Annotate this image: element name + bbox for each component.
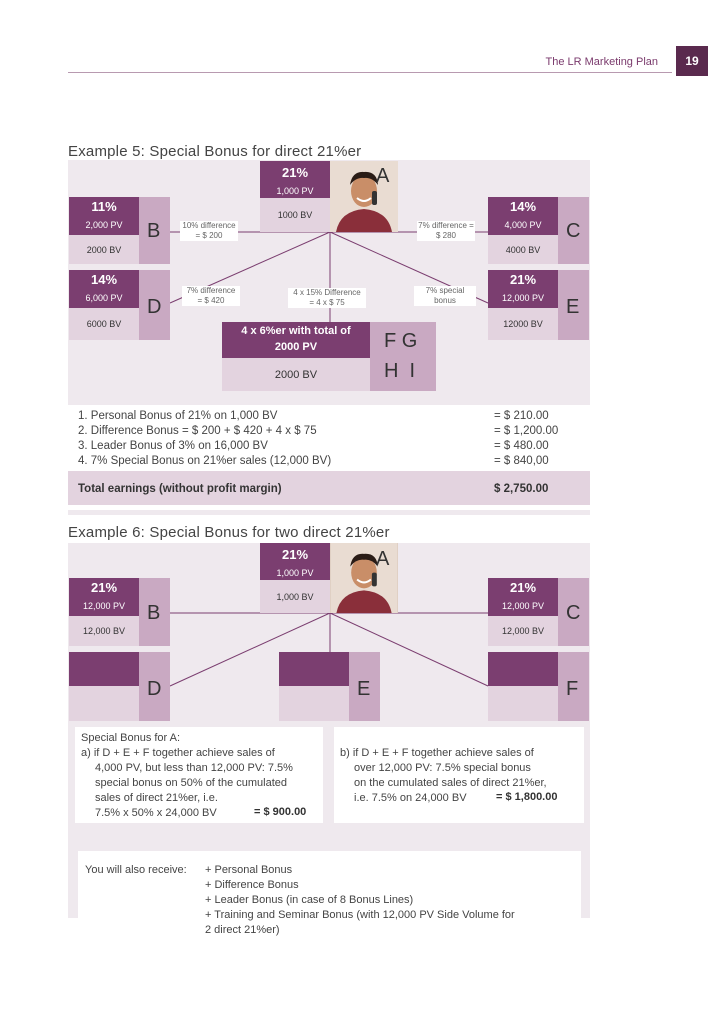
- node-a-letter: A: [376, 165, 390, 187]
- ex6-node-c-percent: 21%: [488, 578, 558, 596]
- calc-value-4: = $ 840,00: [494, 455, 549, 467]
- special-bonus-a-value: = $ 900.00: [254, 806, 307, 818]
- page-number: 19: [676, 46, 708, 76]
- node-c-percent: 14%: [488, 197, 558, 215]
- note-a-d-line1: 7% difference: [186, 286, 236, 295]
- ex6-node-b-bv: 12,000 BV: [69, 616, 139, 646]
- running-header: The LR Marketing Plan: [545, 56, 658, 68]
- ex6-node-e-bottom: [279, 686, 349, 721]
- note-a-c-line1: 7% difference =: [418, 221, 474, 230]
- node-d-bv: 6000 BV: [69, 308, 139, 340]
- calc-line-3: 3. Leader Bonus of 3% on 16,000 BV: [78, 440, 268, 452]
- ex6-node-c-letter: C: [566, 602, 581, 624]
- special-a-line-6: 7.5% x 50% x 24,000 BV: [95, 807, 217, 819]
- also-receive-label: You will also receive:: [85, 864, 187, 876]
- total-earnings-label: Total earnings (without profit margin): [78, 483, 282, 495]
- note-a-fghi-line1: 4 x 15% Difference: [293, 288, 361, 297]
- node-fghi-letters-top: F G: [384, 330, 418, 352]
- special-a-line-1: Special Bonus for A:: [81, 732, 181, 744]
- ex6-node-e-top: [279, 652, 349, 686]
- ex6-node-b-percent: 21%: [69, 578, 139, 596]
- special-a-line-5: sales of direct 21%er, i.e.: [95, 792, 218, 804]
- ex6-node-a-letter: A: [376, 548, 390, 570]
- ex6-node-d-letter: D: [147, 678, 162, 700]
- node-b-pv: 2,000 PV: [69, 215, 139, 235]
- calc-line-1: 1. Personal Bonus of 21% on 1,000 BV: [78, 410, 278, 422]
- calc-value-1: = $ 210.00: [494, 410, 549, 422]
- node-e-bv: 12000 BV: [488, 308, 558, 340]
- note-a-e-line2: bonus: [434, 296, 456, 305]
- special-b-line-3: on the cumulated sales of direct 21%er,: [354, 777, 547, 789]
- ex6-node-c-bv: 12,000 BV: [488, 616, 558, 646]
- note-a-b-line2: = $ 200: [195, 231, 223, 240]
- node-e-percent: 21%: [488, 270, 558, 288]
- example5-title: Example 5: Special Bonus for direct 21%er: [68, 143, 362, 160]
- node-fghi-letters-bottom: H I: [384, 360, 416, 382]
- ex6-node-b-letter: B: [147, 602, 161, 624]
- node-c-letter: C: [566, 220, 581, 242]
- node-a-percent: 21%: [260, 161, 330, 183]
- ex6-node-a-percent: 21%: [260, 543, 330, 565]
- calc-value-2: = $ 1,200.00: [494, 425, 559, 437]
- special-b-line-2: over 12,000 PV: 7.5% special bonus: [354, 762, 531, 774]
- node-b-bv: 2000 BV: [69, 235, 139, 264]
- special-a-line-4: special bonus on 50% of the cumulated: [95, 777, 288, 789]
- node-a-pv: 1,000 PV: [260, 183, 330, 198]
- node-d-percent: 14%: [69, 270, 139, 288]
- node-c-bv: 4000 BV: [488, 235, 558, 264]
- special-b-line-4: i.e. 7.5% on 24,000 BV: [354, 792, 467, 804]
- node-fghi-label-1: 4 x 6%er with total of: [241, 325, 351, 337]
- node-a-bv: 1000 BV: [260, 198, 330, 232]
- node-b-percent: 11%: [69, 197, 139, 215]
- node-fghi-label-2: 2000 PV: [274, 341, 318, 353]
- note-a-b-line1: 10% difference: [182, 221, 236, 230]
- also-receive-list: [205, 863, 585, 938]
- ex6-node-b-pv: 12,000 PV: [69, 596, 139, 616]
- ex6-node-f-letter: F: [566, 678, 579, 700]
- receive-item-2: + Difference Bonus: [205, 879, 299, 891]
- ex6-node-f-bottom: [488, 686, 558, 721]
- node-c-pv: 4,000 PV: [488, 215, 558, 235]
- special-a-line-2: a) if D + E + F together achieve sales of: [81, 747, 275, 759]
- ex6-node-d-bottom: [69, 686, 139, 721]
- ex6-node-e-letter: E: [357, 678, 371, 700]
- special-b-line-1: b) if D + E + F together achieve sales of: [340, 747, 534, 759]
- note-a-fghi-line2: = 4 x $ 75: [309, 298, 345, 307]
- ex6-node-d-top: [69, 652, 139, 686]
- special-a-line-3: 4,000 PV, but less than 12,000 PV: 7.5%: [95, 762, 293, 774]
- receive-item-3: + Leader Bonus (in case of 8 Bonus Lines): [205, 894, 414, 906]
- ex6-node-c-pv: 12,000 PV: [488, 596, 558, 616]
- node-d-pv: 6,000 PV: [69, 288, 139, 308]
- node-e-letter: E: [566, 296, 580, 318]
- calc-value-3: = $ 480.00: [494, 440, 549, 452]
- note-a-e-line1: 7% special: [425, 286, 465, 295]
- receive-item-1: + Personal Bonus: [205, 864, 293, 876]
- receive-item-4: + Training and Seminar Bonus (with 12,000 PV Side Volume for: [205, 909, 515, 921]
- receive-item-5: 2 direct 21%er): [205, 924, 280, 936]
- special-bonus-b-value: = $ 1,800.00: [496, 791, 558, 803]
- total-earnings-value: $ 2,750.00: [494, 483, 549, 495]
- node-d-letter: D: [147, 296, 162, 318]
- ex6-node-a-pv: 1,000 PV: [260, 565, 330, 580]
- example6-title: Example 6: Special Bonus for two direct 21%er: [68, 524, 390, 541]
- ex6-node-a-bv: 1,000 BV: [260, 580, 330, 613]
- node-fghi-bv: 2000 BV: [222, 358, 370, 391]
- note-a-c-line2: $ 280: [435, 231, 457, 240]
- calc-line-2: 2. Difference Bonus = $ 200 + $ 420 + 4 x $ 75: [78, 425, 317, 437]
- ex6-node-f-top: [488, 652, 558, 686]
- node-e-pv: 12,000 PV: [488, 288, 558, 308]
- calc-line-4: 4. 7% Special Bonus on 21%er sales (12,000 BV): [78, 455, 332, 467]
- note-a-d-line2: = $ 420: [197, 296, 225, 305]
- node-b-letter: B: [147, 220, 161, 242]
